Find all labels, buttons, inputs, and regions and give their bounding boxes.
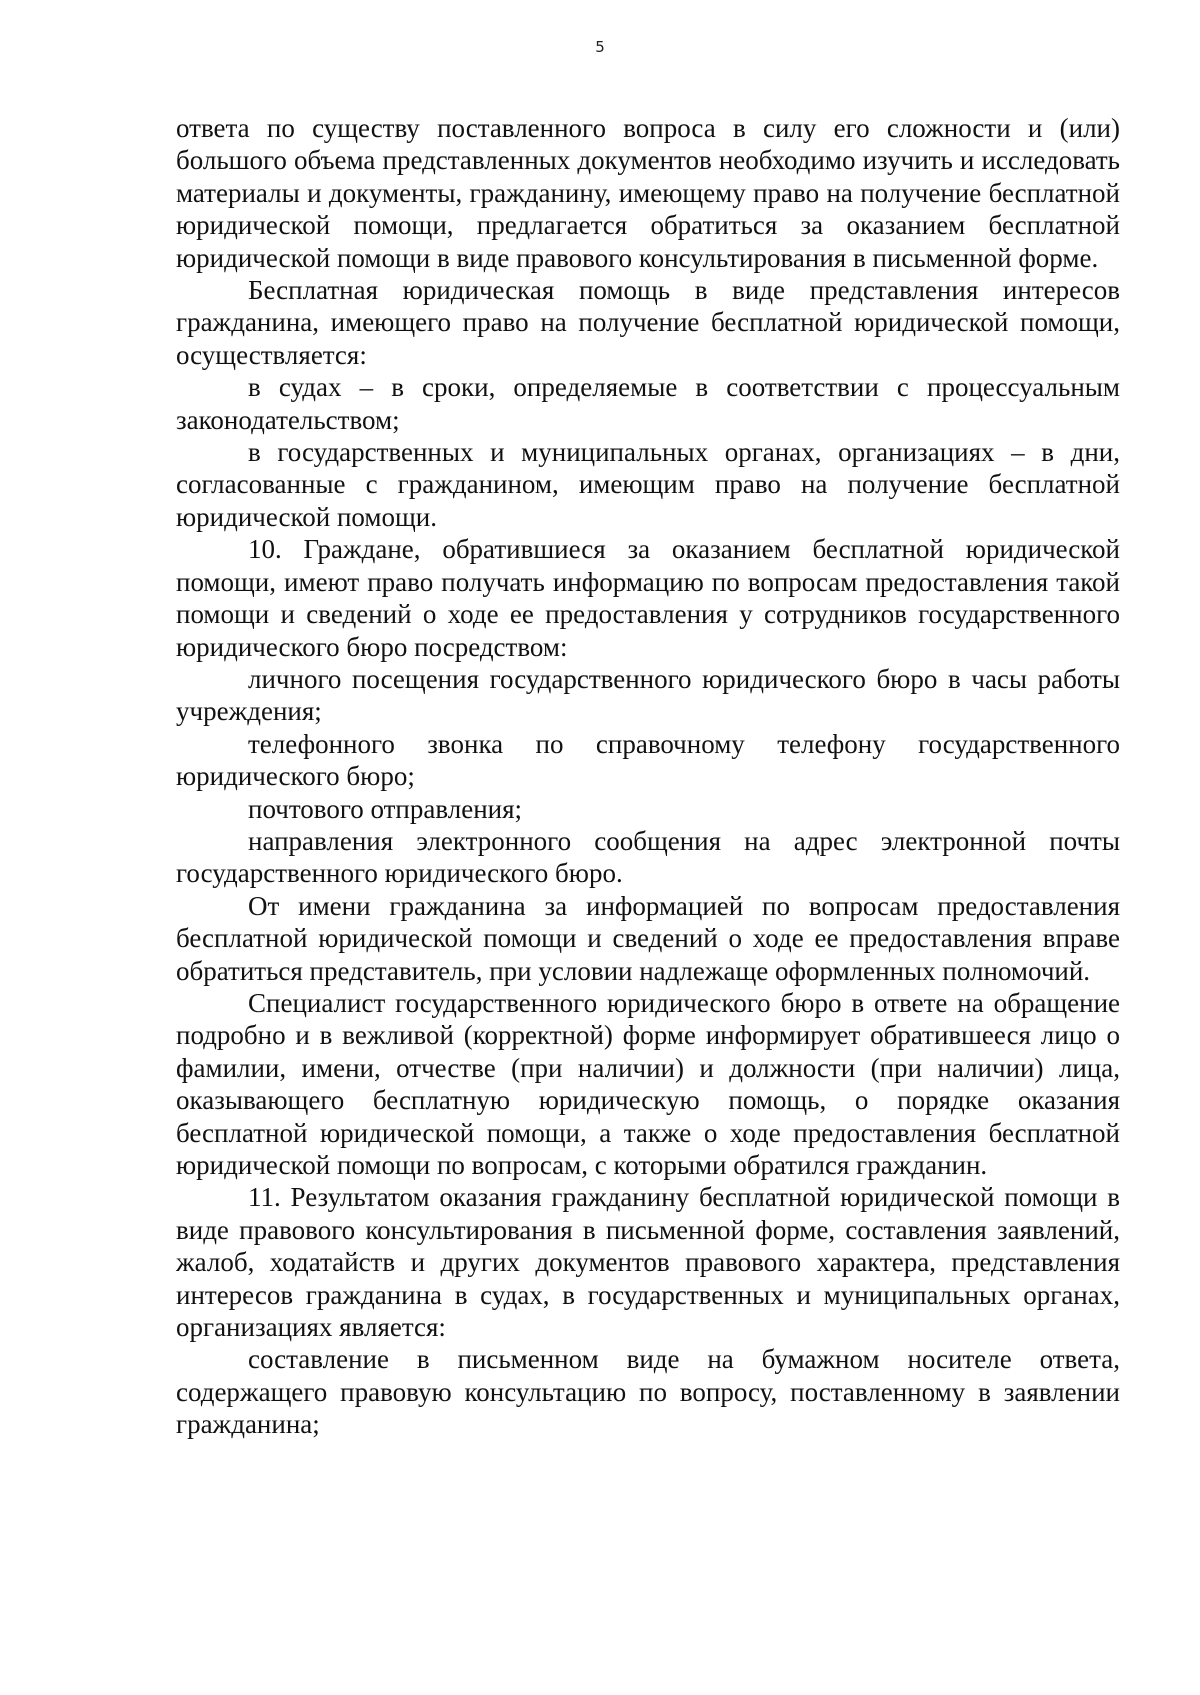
paragraph: От имени гражданина за информацией по вопросам предоставления бесплатной юридической помощи и сведений о ходе ее предоставления вправе обратиться представитель, при условии надлежаще оформленных полномочий. xyxy=(176,890,1120,986)
numbered-paragraph: 11. Результатом оказания гражданину бесплатной юридической помощи в виде правового консультирования в письменной форме, составления заявлений, жалоб, ходатайств и других документов правового характера, представления интересов гражданина в судах, в государственных и муниципальных органах, организациях является: xyxy=(176,1182,1120,1343)
list-item: в судах – в сроки, определяемые в соответствии с процессуальным законодательством; xyxy=(176,372,1120,435)
numbered-paragraph: 10. Граждане, обратившиеся за оказанием бесплатной юридической помощи, имеют право получать информацию по вопросам предоставления такой помощи и сведений о ходе ее предоставления у сотрудников государственного юридического бюро посредством: xyxy=(176,534,1120,662)
paragraph: Бесплатная юридическая помощь в виде представления интересов гражданина, имеющего право на получение бесплатной юридической помощи, осуществляется: xyxy=(176,275,1120,370)
page-number: 5 xyxy=(595,38,605,56)
list-item: в государственных и муниципальных органах, организациях – в дни, согласованные с гражданином, имеющим право на получение бесплатной юридической помощи. xyxy=(176,437,1120,532)
paragraph: Специалист государственного юридического бюро в ответе на обращение подробно и в вежливой (корректной) форме информирует обратившееся лицо о фамилии, имени, отчестве (при наличии) и должности (при наличии) лица, оказывающего бесплатную юридическую помощь, о порядке оказания бесплатной юридической помощи, а также о ходе предоставления бесплатной юридической помощи по вопросам, с которыми обратился гражданин. xyxy=(176,987,1120,1180)
list-item: почтового отправления; xyxy=(248,793,523,824)
list-item: телефонного звонка по справочному телефону государственного юридического бюро; xyxy=(176,728,1120,792)
list-item: составление в письменном виде на бумажном носителе ответа, содержащего правовую консультацию по вопросу, поставленному в заявлении гражданина; xyxy=(176,1344,1120,1440)
document-body xyxy=(176,112,1120,1441)
paragraph-continuation: ответа по существу поставленного вопроса в силу его сложности и (или) большого объема представленных документов необходимо изучить и исследовать материалы и документы, гражданину, имеющему право на получение бесплатной юридической помощи, предлагается обратиться за оказанием бесплатной юридической помощи в виде правового консультирования в письменной форме. xyxy=(176,113,1120,273)
list-item: направления электронного сообщения на адрес электронной почты государственного юридического бюро. xyxy=(176,825,1120,889)
list-item: личного посещения государственного юридического бюро в часы работы учреждения; xyxy=(176,663,1120,727)
